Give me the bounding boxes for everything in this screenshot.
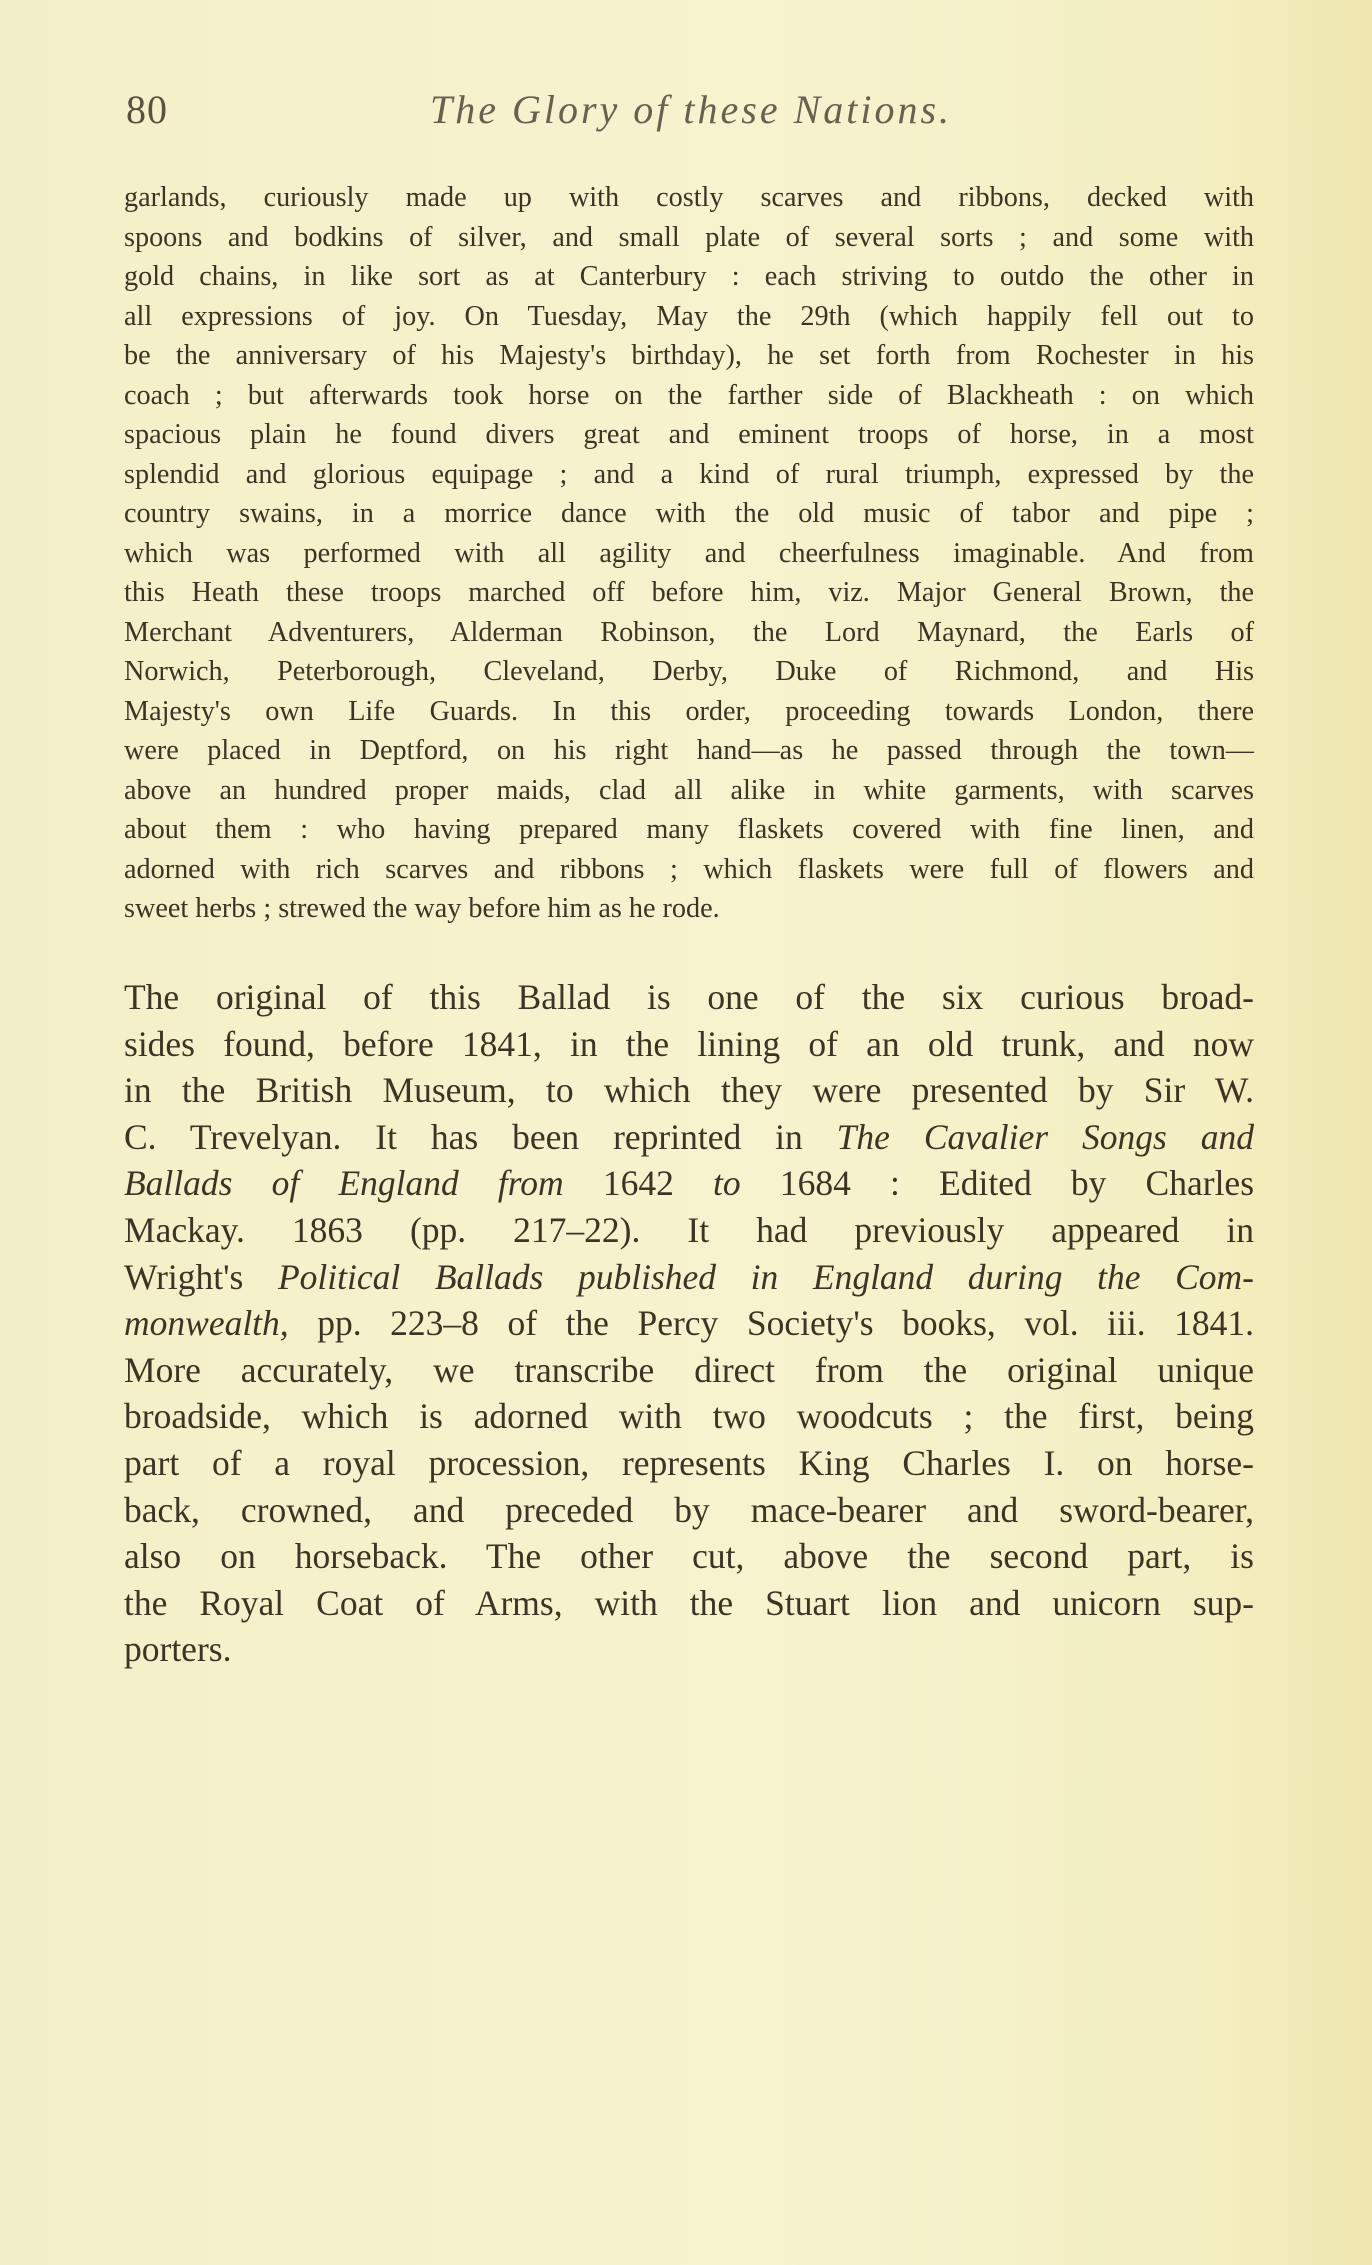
quote-line: coach ; but afterwards took horse on the farther side of Blackheath : on which [124, 379, 1254, 411]
quoted-passage [124, 178, 1254, 929]
commentary-text: 1642 [563, 1163, 714, 1204]
quote-line: spoons and bodkins of silver, and small plate of several sorts ; and some with [124, 221, 1254, 253]
quote-line: garlands, curiously made up with costly scarves and ribbons, decked with [124, 182, 1254, 213]
running-title: The Glory of these Nations. [429, 87, 953, 132]
quote-line: which was performed with all agility and cheerfulness imaginable. And from [124, 537, 1254, 569]
commentary-line [124, 1300, 1254, 1347]
quote-line: Merchant Adventurers, Alderman Robinson, the Lord Maynard, the Earls of [124, 616, 1254, 648]
commentary-paragraph [124, 974, 1254, 1673]
book-title: Political Ballads published in England during the Com- [277, 1256, 1254, 1297]
commentary-line: back, crowned, and preceded by mace-bearer and sword-bearer, [124, 1489, 1254, 1530]
commentary-text: 1684 : Edited by Charles [740, 1163, 1255, 1204]
quote-line: were placed in Deptford, on his right hand—as he passed through the town— [124, 735, 1254, 766]
book-title: monwealth, [124, 1303, 289, 1344]
quote-line: about them : who having prepared many flaskets covered with fine linen, and [124, 814, 1254, 845]
book-title: Ballads of England from [124, 1163, 564, 1204]
book-title: to [713, 1163, 741, 1204]
commentary-line: More accurately, we transcribe direct from the original unique [124, 1349, 1254, 1390]
commentary-text: C. Trevelyan. It has been reprinted in [124, 1116, 837, 1157]
commentary-text: pp. 223–8 of the Percy Society's books, vol. iii. 1841. [288, 1303, 1254, 1344]
quote-line: sweet herbs ; strewed the way before him as he rode. [124, 893, 720, 924]
commentary-line: the Royal Coat of Arms, with the Stuart lion and unicorn sup- [124, 1582, 1254, 1623]
commentary-line [124, 1160, 1254, 1207]
quote-line: this Heath these troops marched off before him, viz. Major General Brown, the [124, 577, 1254, 608]
commentary-text: Wright's [124, 1256, 278, 1297]
commentary-line [124, 1254, 1254, 1301]
book-title: The Cavalier Songs and [836, 1116, 1254, 1157]
commentary-line: Mackay. 1863 (pp. 217–22). It had previously appeared in [124, 1209, 1254, 1250]
quote-line: all expressions of joy. On Tuesday, May the 29th (which happily fell out to [124, 300, 1254, 332]
quote-line: spacious plain he found divers great and eminent troops of horse, in a most [124, 419, 1254, 450]
commentary-line: The original of this Ballad is one of the six curious broad- [124, 977, 1254, 1017]
commentary-line: also on horseback. The other cut, above the second part, is [124, 1536, 1254, 1577]
quote-line: gold chains, in like sort as at Canterbury : each striving to outdo the other in [124, 261, 1254, 292]
page-number: 80 [126, 87, 168, 132]
page-header [126, 86, 1256, 146]
quote-line: country swains, in a morrice dance with the old music of tabor and pipe ; [124, 498, 1254, 529]
commentary-line: porters. [124, 1629, 232, 1670]
quote-line: above an hundred proper maids, clad all alike in white garments, with scarves [124, 774, 1254, 806]
quote-line: be the anniversary of his Majesty's birthday), he set forth from Rochester in his [124, 340, 1254, 371]
quote-line: Norwich, Peterborough, Cleveland, Derby, Duke of Richmond, and His [124, 656, 1254, 687]
commentary-line: sides found, before 1841, in the lining of an old trunk, and now [124, 1023, 1254, 1064]
commentary-line [124, 1114, 1254, 1161]
quote-line: adorned with rich scarves and ribbons ; which flaskets were full of flowers and [124, 853, 1254, 885]
quote-line: Majesty's own Life Guards. In this order, proceeding towards London, there [124, 695, 1254, 727]
commentary-line: broadside, which is adorned with two woodcuts ; the first, being [124, 1396, 1254, 1437]
commentary-line: in the British Museum, to which they were presented by Sir W. [124, 1070, 1254, 1111]
commentary-line: part of a royal procession, represents King Charles I. on horse- [124, 1442, 1254, 1483]
quote-line: splendid and glorious equipage ; and a kind of rural triumph, expressed by the [124, 458, 1254, 490]
